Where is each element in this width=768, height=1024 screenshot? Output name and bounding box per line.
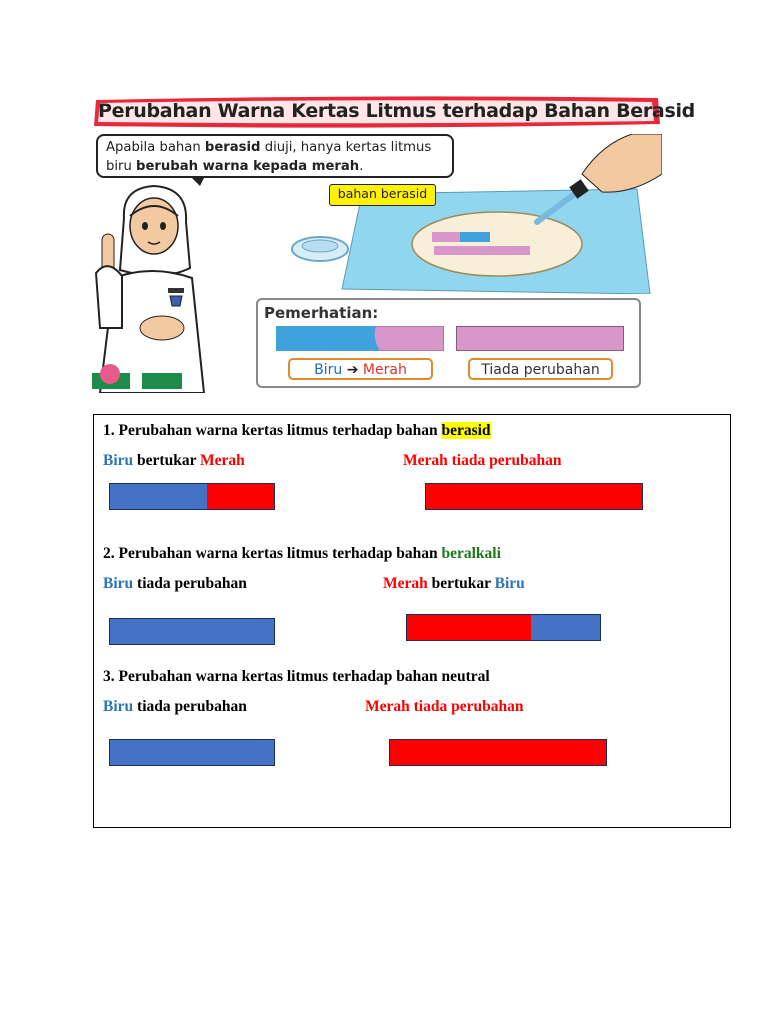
strip-red-segment	[407, 615, 531, 640]
neutral-red-result: Merah tiada perubahan	[365, 698, 524, 715]
experiment-scene	[282, 134, 662, 294]
strip-blue-segment	[110, 484, 207, 509]
observation-title: Pemerhatian:	[264, 304, 379, 322]
banner-title: Perubahan Warna Kertas Litmus terhadap Bahan Berasid	[98, 100, 695, 122]
alkali-blue-result: Biru tiada perubahan	[103, 575, 247, 592]
substance-label: bahan berasid	[329, 184, 436, 206]
neutral-blue-result: Biru tiada perubahan	[103, 698, 247, 715]
result-label-no-change: Tiada perubahan	[468, 358, 613, 380]
heading-neutral: 3. Perubahan warna kertas litmus terhadap bahan neutral	[103, 668, 490, 685]
heading-alkali: 2. Perubahan warna kertas litmus terhadap bahan beralkali	[103, 545, 501, 562]
speech-bubble: Apabila bahan berasid diuji, hanya kertas litmus biru berubah warna kepada merah.	[96, 134, 454, 178]
alkali-red-result: Merah bertukar Biru	[383, 575, 525, 592]
neutral-blue-strip	[109, 739, 275, 766]
litmus-strip-unchanged	[456, 326, 624, 351]
result-label-change: Biru ➔ Merah	[288, 358, 433, 380]
strip-red-segment	[207, 484, 274, 509]
arrow-right-icon: ➔	[346, 362, 359, 378]
litmus-strip-changed	[276, 326, 444, 351]
summary-box	[93, 414, 731, 828]
strip-blue-segment	[531, 615, 600, 640]
student-illustration	[92, 178, 252, 393]
observation-panel	[256, 298, 641, 388]
textbook-illustration	[92, 84, 695, 394]
acid-blue-result: Biru bertukar Merah	[103, 452, 245, 469]
acid-red-strip	[425, 483, 643, 510]
alkali-red-strip	[406, 614, 601, 641]
alkali-blue-strip	[109, 618, 275, 645]
heading-acid: 1. Perubahan warna kertas litmus terhadap bahan berasid	[103, 422, 491, 439]
acid-blue-strip	[109, 483, 275, 510]
neutral-red-strip	[389, 739, 607, 766]
acid-red-result: Merah tiada perubahan	[403, 452, 562, 469]
